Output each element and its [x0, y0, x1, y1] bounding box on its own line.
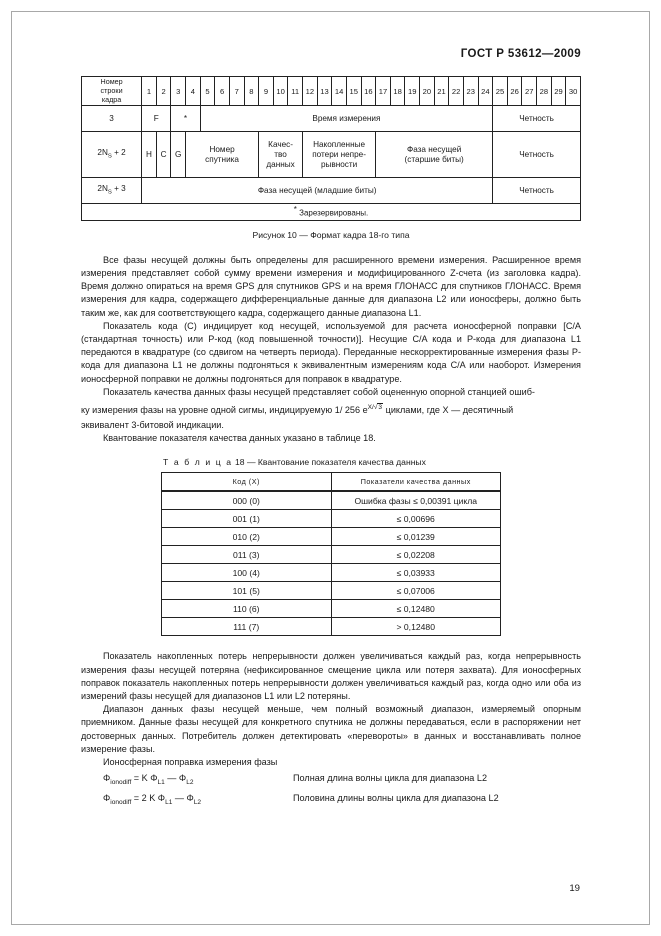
- bit-number: 11: [288, 77, 303, 106]
- figure-caption: Рисунок 10 — Формат кадра 18-го типа: [252, 229, 410, 240]
- table-row: [82, 132, 581, 178]
- bit-number: 8: [244, 77, 259, 106]
- exponent-numerator: X/: [367, 403, 374, 411]
- formula-expression: [103, 771, 293, 790]
- label-line-2: строки: [100, 85, 123, 95]
- column-header-code: Код (X): [162, 473, 332, 492]
- paragraph-data-quality-formula-line: [81, 399, 581, 419]
- bit-number: 6: [215, 77, 230, 106]
- cell-line-2: спутника: [205, 154, 239, 164]
- table-row: [162, 618, 501, 636]
- bit-number: 22: [449, 77, 464, 106]
- bit-number: 4: [186, 77, 201, 106]
- cell-quality: ≤ 0,03933: [331, 564, 501, 582]
- frame-row-label-header: [82, 77, 142, 106]
- frame-cell-carrier-phase-lsb: Фаза несущей (младшие биты): [142, 178, 493, 204]
- label-line-3: кадра: [101, 94, 122, 104]
- bit-number: 24: [478, 77, 493, 106]
- frame-cell-parity: Четность: [493, 178, 581, 204]
- formula-operator-a: = K Φ: [131, 773, 158, 784]
- cell-line-3: данных: [266, 159, 295, 169]
- cell-line-2: (старшие биты): [404, 154, 464, 164]
- formula-subscript-l1: L1: [157, 779, 165, 787]
- formula-subscript: ionodiff: [110, 779, 132, 787]
- bit-number: 25: [493, 77, 508, 106]
- paragraph-extended-measurement-time: Все фазы несущей должны быть определены для расширенного времени измерения. Расширенное время измерения представляет собой сумму времени измерения и модифицированного Z-счета (из заголовка кадра). Время должно опираться на время GPS для спутников GPS и на время ГЛОНАСС для спутников ГЛОНАСС. Время измерения для кадра, содержащего дифференциальные данные для диапазона L2 или ионосферы, должно быть таким же, как для соответствующего кадра, содержащего данные диапазона L1.: [81, 254, 581, 318]
- bit-number: 27: [522, 77, 537, 106]
- cell-line-3: рывности: [320, 159, 358, 169]
- bit-number: 29: [551, 77, 566, 106]
- formula-description: Половина длины волны цикла для диапазона L2: [293, 792, 499, 803]
- formula-symbol: Φ: [103, 773, 111, 784]
- cell-line-1: Фаза несущей: [406, 144, 462, 154]
- frame-cell-carrier-phase-msb: [376, 132, 493, 178]
- footnote-text: Зарезервированы.: [299, 209, 369, 218]
- frame-cell-measurement-time: Время измерения: [200, 106, 493, 132]
- frame-cell-satellite-number: [186, 132, 259, 178]
- bit-number: 5: [200, 77, 215, 106]
- bit-number: 7: [229, 77, 244, 106]
- frame-cell-f: F: [142, 106, 171, 132]
- row-label-suffix: + 3: [111, 184, 126, 194]
- table-row: [82, 77, 581, 106]
- cell-quality: > 0,12480: [331, 618, 501, 636]
- formula-operator-b: — Φ: [172, 792, 194, 803]
- cell-quality: Ошибка фазы ≤ 0,00391 цикла: [331, 491, 501, 510]
- table18-title-text: Квантование показателя качества данных: [257, 457, 426, 468]
- bit-number: 1: [142, 77, 157, 106]
- bit-number: 10: [273, 77, 288, 106]
- bit-number: 2: [156, 77, 171, 106]
- cell-code: 001 (1): [162, 510, 332, 528]
- bit-number: 3: [171, 77, 186, 106]
- page-number: 19: [569, 883, 580, 894]
- table-row: [82, 178, 581, 204]
- bit-number: 17: [376, 77, 391, 106]
- bit-number: 15: [346, 77, 361, 106]
- formula-subscript: ionodiff: [110, 798, 132, 806]
- cell-code: 101 (5): [162, 582, 332, 600]
- formula-description: Полная длина волны цикла для диапазона L2: [293, 773, 487, 784]
- table-row: [162, 564, 501, 582]
- cell-line-2: тво: [274, 149, 287, 159]
- frame-row-label: [82, 132, 142, 178]
- bit-number: 20: [420, 77, 435, 106]
- table-row: [162, 600, 501, 618]
- row-label-suffix: + 2: [111, 148, 126, 158]
- bit-number: 16: [361, 77, 376, 106]
- table-row: [162, 582, 501, 600]
- cell-line-1: Номер: [209, 144, 235, 154]
- frame-cell-c: C: [156, 132, 171, 178]
- row-label-subscript: S: [107, 154, 112, 161]
- bit-number: 30: [566, 77, 581, 106]
- table18-title: [163, 457, 581, 467]
- cell-line-1: Качес-: [268, 139, 293, 149]
- paragraph-data-quality-indicator-part3: эквивалент 3-битовой индикации.: [81, 420, 224, 431]
- bit-number: 19: [405, 77, 420, 106]
- column-header-quality: Показатели качества данных: [331, 473, 501, 492]
- paragraph-code-indicator: Показатель кода (C) индицирует код несущей, используемой для расчета ионосферной поправки [C/A (стандартная точность) или P-код (код повышенной точности)]. Несущие C/A кода и P-кода для диапазона L1 передаются в квадратуре (со сдвигом на четверть периода). Переданные нескорректированные измерения фазы P-кода для диапазона L1 не должны подгоняться к эквивалентным измерениям кода C/A или наоборот. Измерения ионосферной поправки не должны подгоняться для поправок в квадратуре.: [81, 320, 581, 384]
- table-row: [82, 106, 581, 132]
- paragraph-carrier-phase-range: Диапазон данных фазы несущей меньше, чем полный возможный диапазон, измеряемый опорным приемником. Данные фазы несущей для конкретного спутника не должны передаваться, если в распоряжении нет достоверных данных. Потребитель должен детектировать «перевороты» в данных и восстанавливать полное измерение фазы.: [81, 704, 581, 754]
- cell-code: 010 (2): [162, 528, 332, 546]
- cell-line-2: потери непре-: [312, 149, 366, 159]
- paragraph-ionospheric-correction-title: Ионосферная поправка измерения фазы: [103, 757, 278, 768]
- bit-number: 12: [303, 77, 318, 106]
- frame-table-footnote: [82, 204, 581, 220]
- frame-cell-cumulative-loss: [303, 132, 376, 178]
- label-line-1: Номер: [100, 77, 123, 86]
- table-footnote-row: [82, 204, 581, 220]
- cell-quality: ≤ 0,02208: [331, 546, 501, 564]
- formula-subscript-l1: L1: [165, 798, 173, 806]
- table18-title-dash: —: [246, 457, 256, 468]
- table18-title-label: Т а б л и ц а: [163, 457, 233, 468]
- cell-code: 111 (7): [162, 618, 332, 636]
- cell-quality: ≤ 0,12480: [331, 600, 501, 618]
- frame-row-label: [82, 178, 142, 204]
- frame-cell-parity: Четность: [493, 132, 581, 178]
- exponent-radicand: 3: [378, 403, 383, 411]
- formula-operator-b: — Φ: [164, 773, 187, 784]
- cell-quality: ≤ 0,07006: [331, 582, 501, 600]
- cell-code: 110 (6): [162, 600, 332, 618]
- row-label-subscript: S: [107, 190, 112, 197]
- cell-code: 100 (4): [162, 564, 332, 582]
- row-label-prefix: 2N: [97, 184, 108, 194]
- formula-symbol: Φ: [103, 792, 111, 803]
- table-row: [162, 528, 501, 546]
- cell-code: 011 (3): [162, 546, 332, 564]
- cell-quality: ≤ 0,00696: [331, 510, 501, 528]
- bit-number: 13: [317, 77, 332, 106]
- paragraph-cumulative-loss: Показатель накопленных потерь непрерывности должен увеличиваться каждый раз, когда непрерывность измерения фазы несущей потеряна (нефиксированное смещение цикла или потеря захвата). Для ионосферных поправок показатель накопленных потерь непрерывности должен увеличиваться каждый раз, когда одно или оба из измерений фазы несущей для диапазонов L1 или L2 потеряны.: [81, 651, 581, 702]
- bit-number: 9: [259, 77, 274, 106]
- formula-row: [81, 771, 581, 790]
- formula-expression: [103, 791, 293, 810]
- cell-code: 000 (0): [162, 491, 332, 510]
- bit-number: 23: [463, 77, 478, 106]
- ionospheric-formulas: [81, 771, 581, 810]
- bit-number: 18: [390, 77, 405, 106]
- frame-format-table: [81, 76, 581, 221]
- standard-header: ГОСТ Р 53612—2009: [460, 48, 581, 60]
- formula-subscript-l2: L2: [186, 779, 194, 787]
- cell-quality: ≤ 0,01239: [331, 528, 501, 546]
- formula-operator-a: = 2 K Φ: [131, 792, 166, 803]
- frame-cell-reserved: *: [171, 106, 200, 132]
- row-label-prefix: 2N: [97, 148, 108, 158]
- sigma-exponent: X/√3: [367, 403, 383, 411]
- page-content: [81, 48, 581, 810]
- formula-trail-text: циклами, где X — десятичный: [383, 405, 514, 416]
- table-header-row: [162, 473, 501, 492]
- bit-number: 14: [332, 77, 347, 106]
- frame-row-label: 3: [82, 106, 142, 132]
- paragraph-quantization-reference: Квантование показателя качества данных указано в таблице 18.: [103, 433, 376, 444]
- bit-number: 26: [507, 77, 522, 106]
- paragraph-data-quality-indicator-part1: Показатель качества данных фазы несущей представляет собой оцененную опорной станцией ошиб-: [103, 386, 535, 397]
- formula-row: [81, 791, 581, 810]
- footnote-marker: *: [293, 205, 297, 215]
- formula-subscript-l2: L2: [193, 798, 202, 806]
- frame-cell-h: H: [142, 132, 157, 178]
- table-row: [162, 491, 501, 510]
- bit-number: 21: [434, 77, 449, 106]
- table18-quantization: [161, 472, 501, 636]
- formula-lead-text: ку измерения фазы на уровне одной сигмы, индицируемую 1/ 256 e: [81, 405, 368, 416]
- frame-cell-parity: Четность: [493, 106, 581, 132]
- cell-line-1: Накопленные: [313, 139, 366, 149]
- table-row: [162, 510, 501, 528]
- table18-title-number: 18: [234, 457, 245, 468]
- bit-number: 28: [537, 77, 552, 106]
- frame-cell-g: G: [171, 132, 186, 178]
- table-row: [162, 546, 501, 564]
- frame-cell-data-quality: [259, 132, 303, 178]
